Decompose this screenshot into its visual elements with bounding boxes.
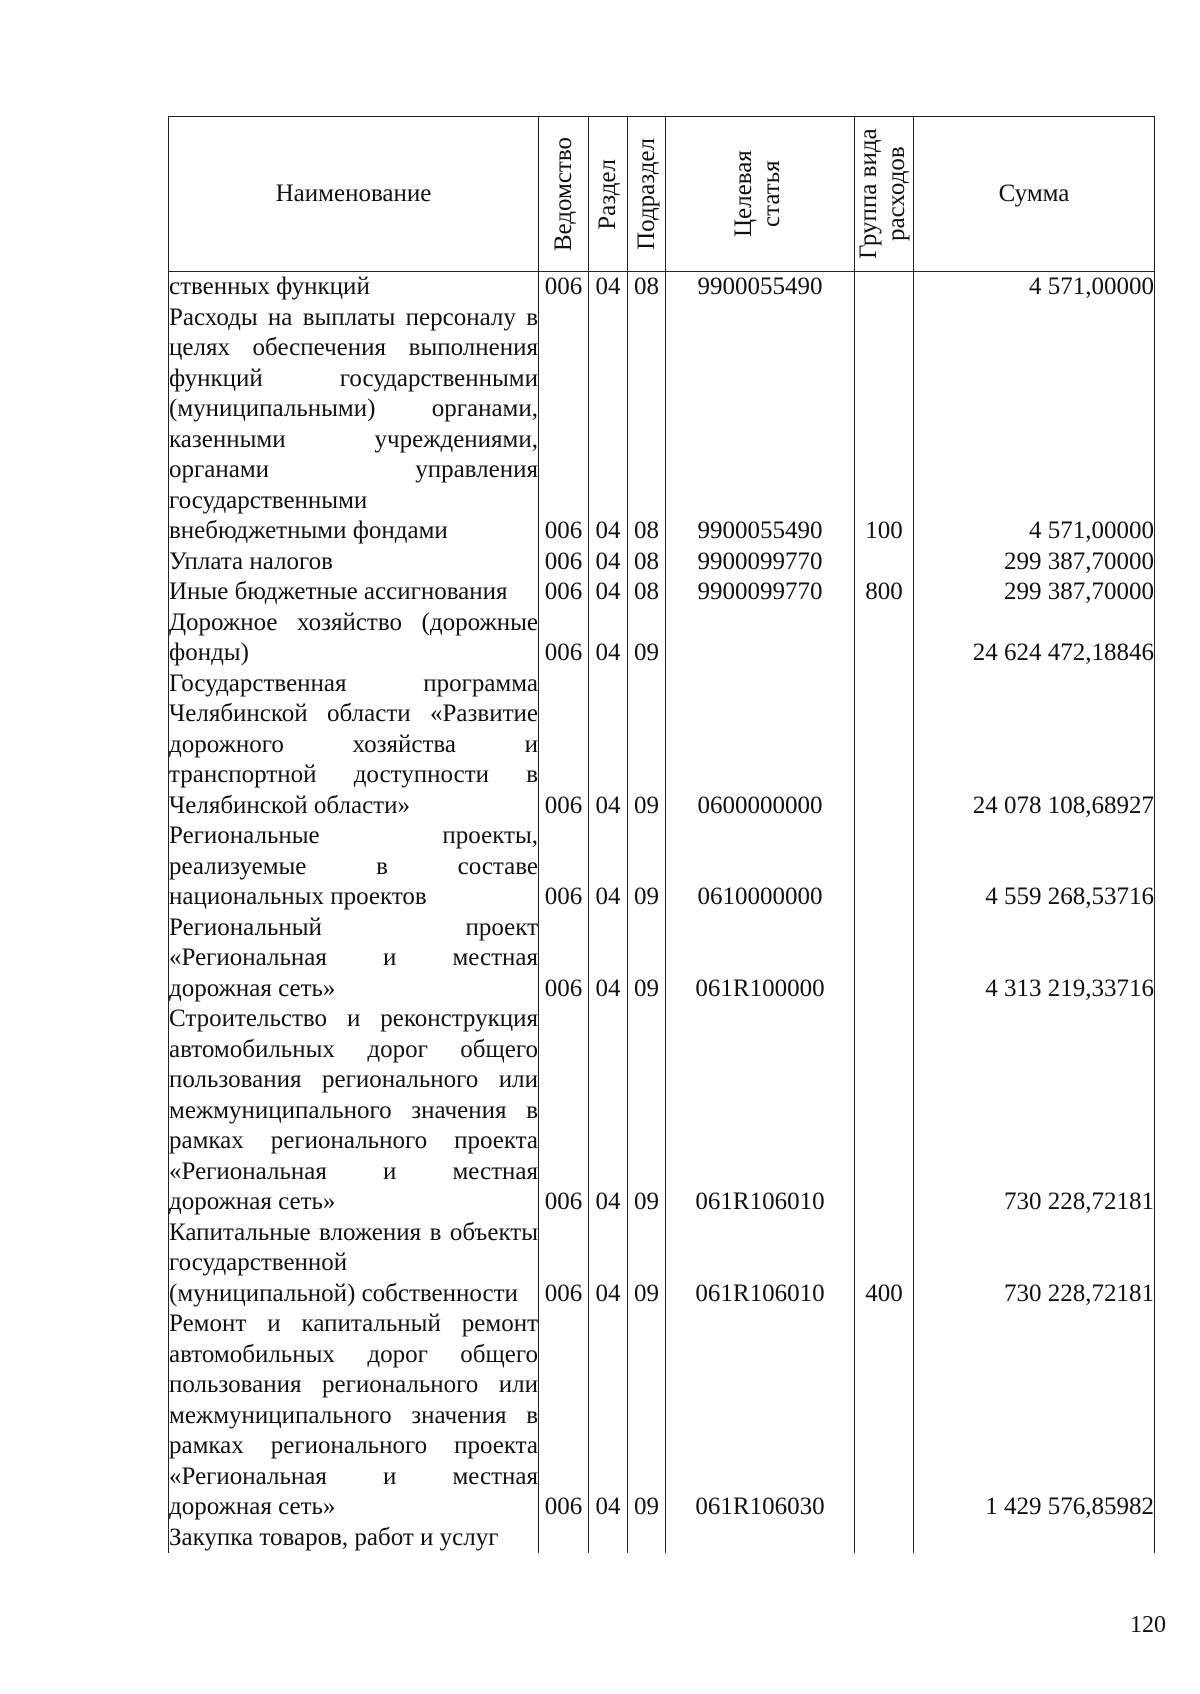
- header-target: Целевая статья: [666, 117, 855, 272]
- row-name: Капитальные вложения в объекты государственной (муниципальной) собственности: [169, 1218, 539, 1310]
- row-sum: [914, 1523, 1155, 1554]
- table-row: [169, 303, 1155, 547]
- row-podrazdel: 09: [628, 821, 666, 913]
- table-row: [169, 1309, 1155, 1523]
- row-podrazdel: 08: [628, 577, 666, 608]
- row-vedomstvo: 006: [539, 1218, 589, 1310]
- row-name: Государственная программа Челябинской области «Развитие дорожного хозяйства и транспортной доступности в Челябинской области»: [169, 669, 539, 822]
- row-vedomstvo: 006: [539, 669, 589, 822]
- row-group: 800: [855, 577, 914, 608]
- row-target: 061R106010: [666, 1218, 855, 1310]
- header-group: Группа вида расходов: [855, 117, 914, 272]
- row-name: Ремонт и капитальный ремонт автомобильных дорог общего пользования регионального или межмуниципального значения в рамках регионального проекта «Региональная и местная дорожная сеть»: [169, 1309, 539, 1523]
- header-sum: Сумма: [914, 117, 1155, 272]
- row-razdel: 04: [589, 272, 628, 303]
- row-sum: 4 559 268,53716: [914, 821, 1155, 913]
- row-name: Строительство и реконструкция автомобильных дорог общего пользования регионального или межмуниципального значения в рамках регионального проекта «Региональная и местная дорожная сеть»: [169, 1004, 539, 1218]
- row-group: [855, 669, 914, 822]
- table-row: [169, 1523, 1155, 1554]
- row-group: 100: [855, 303, 914, 547]
- row-group: [855, 1523, 914, 1554]
- table-row: [169, 913, 1155, 1005]
- row-podrazdel: [628, 1523, 666, 1554]
- row-target: 9900055490: [666, 272, 855, 303]
- row-name: Закупка товаров, работ и услуг: [169, 1523, 539, 1554]
- row-sum: 299 387,70000: [914, 547, 1155, 578]
- table-row: [169, 547, 1155, 578]
- row-vedomstvo: 006: [539, 1004, 589, 1218]
- table-row: [169, 821, 1155, 913]
- row-podrazdel: 09: [628, 608, 666, 669]
- table-row: [169, 1004, 1155, 1218]
- row-vedomstvo: [539, 1523, 589, 1554]
- row-razdel: 04: [589, 608, 628, 669]
- table-row: [169, 608, 1155, 669]
- row-name: Региональный проект «Региональная и местная дорожная сеть»: [169, 913, 539, 1005]
- row-sum: 299 387,70000: [914, 577, 1155, 608]
- row-target: 0600000000: [666, 669, 855, 822]
- row-sum: 730 228,72181: [914, 1004, 1155, 1218]
- table-row: [169, 577, 1155, 608]
- row-vedomstvo: 006: [539, 303, 589, 547]
- table-row: [169, 272, 1155, 303]
- row-sum: 4 571,00000: [914, 272, 1155, 303]
- table-row: [169, 1218, 1155, 1310]
- row-group: [855, 913, 914, 1005]
- row-razdel: 04: [589, 913, 628, 1005]
- row-sum: 4 571,00000: [914, 303, 1155, 547]
- row-name: Расходы на выплаты персоналу в целях обеспечения выполнения функций государственными (муниципальными) органами, казенными учреждениями, органами управления государственными внебюджетными фондами: [169, 303, 539, 547]
- row-razdel: 04: [589, 1309, 628, 1523]
- row-target: [666, 608, 855, 669]
- row-podrazdel: 09: [628, 913, 666, 1005]
- row-razdel: [589, 1523, 628, 1554]
- row-target: 061R106010: [666, 1004, 855, 1218]
- row-podrazdel: 08: [628, 547, 666, 578]
- row-vedomstvo: 006: [539, 821, 589, 913]
- row-group: 400: [855, 1218, 914, 1310]
- row-podrazdel: 08: [628, 303, 666, 547]
- budget-table: [168, 116, 1155, 1553]
- row-name: Региональные проекты, реализуемые в составе национальных проектов: [169, 821, 539, 913]
- row-vedomstvo: 006: [539, 1309, 589, 1523]
- row-group: [855, 608, 914, 669]
- row-razdel: 04: [589, 577, 628, 608]
- header-vedomstvo: Ведомство: [539, 117, 589, 272]
- row-target: 9900055490: [666, 303, 855, 547]
- row-target: 061R100000: [666, 913, 855, 1005]
- row-razdel: 04: [589, 303, 628, 547]
- page-number: 120: [1130, 1612, 1166, 1638]
- row-razdel: 04: [589, 669, 628, 822]
- row-vedomstvo: 006: [539, 547, 589, 578]
- row-group: [855, 821, 914, 913]
- row-sum: 730 228,72181: [914, 1218, 1155, 1310]
- row-target: [666, 1523, 855, 1554]
- row-vedomstvo: 006: [539, 272, 589, 303]
- row-sum: 1 429 576,85982: [914, 1309, 1155, 1523]
- row-name: Иные бюджетные ассигнования: [169, 577, 539, 608]
- row-razdel: 04: [589, 821, 628, 913]
- row-podrazdel: 09: [628, 1218, 666, 1310]
- header-razdel: Раздел: [589, 117, 628, 272]
- header-podrazdel: Подраздел: [628, 117, 666, 272]
- row-vedomstvo: 006: [539, 608, 589, 669]
- row-group: [855, 547, 914, 578]
- row-sum: 24 078 108,68927: [914, 669, 1155, 822]
- table-header-row: [169, 117, 1155, 272]
- row-target: 9900099770: [666, 577, 855, 608]
- header-name: Наименование: [169, 117, 539, 272]
- row-sum: 24 624 472,18846: [914, 608, 1155, 669]
- row-target: 061R106030: [666, 1309, 855, 1523]
- row-vedomstvo: 006: [539, 577, 589, 608]
- row-target: 0610000000: [666, 821, 855, 913]
- row-razdel: 04: [589, 1218, 628, 1310]
- row-vedomstvo: 006: [539, 913, 589, 1005]
- row-group: [855, 1004, 914, 1218]
- row-name: Уплата налогов: [169, 547, 539, 578]
- row-name: Дорожное хозяйство (дорожные фонды): [169, 608, 539, 669]
- row-name: ственных функций: [169, 272, 539, 303]
- row-podrazdel: 09: [628, 669, 666, 822]
- row-razdel: 04: [589, 1004, 628, 1218]
- row-podrazdel: 09: [628, 1004, 666, 1218]
- row-razdel: 04: [589, 547, 628, 578]
- row-podrazdel: 09: [628, 1309, 666, 1523]
- row-group: [855, 272, 914, 303]
- row-target: 9900099770: [666, 547, 855, 578]
- row-sum: 4 313 219,33716: [914, 913, 1155, 1005]
- row-group: [855, 1309, 914, 1523]
- row-podrazdel: 08: [628, 272, 666, 303]
- table-row: [169, 669, 1155, 822]
